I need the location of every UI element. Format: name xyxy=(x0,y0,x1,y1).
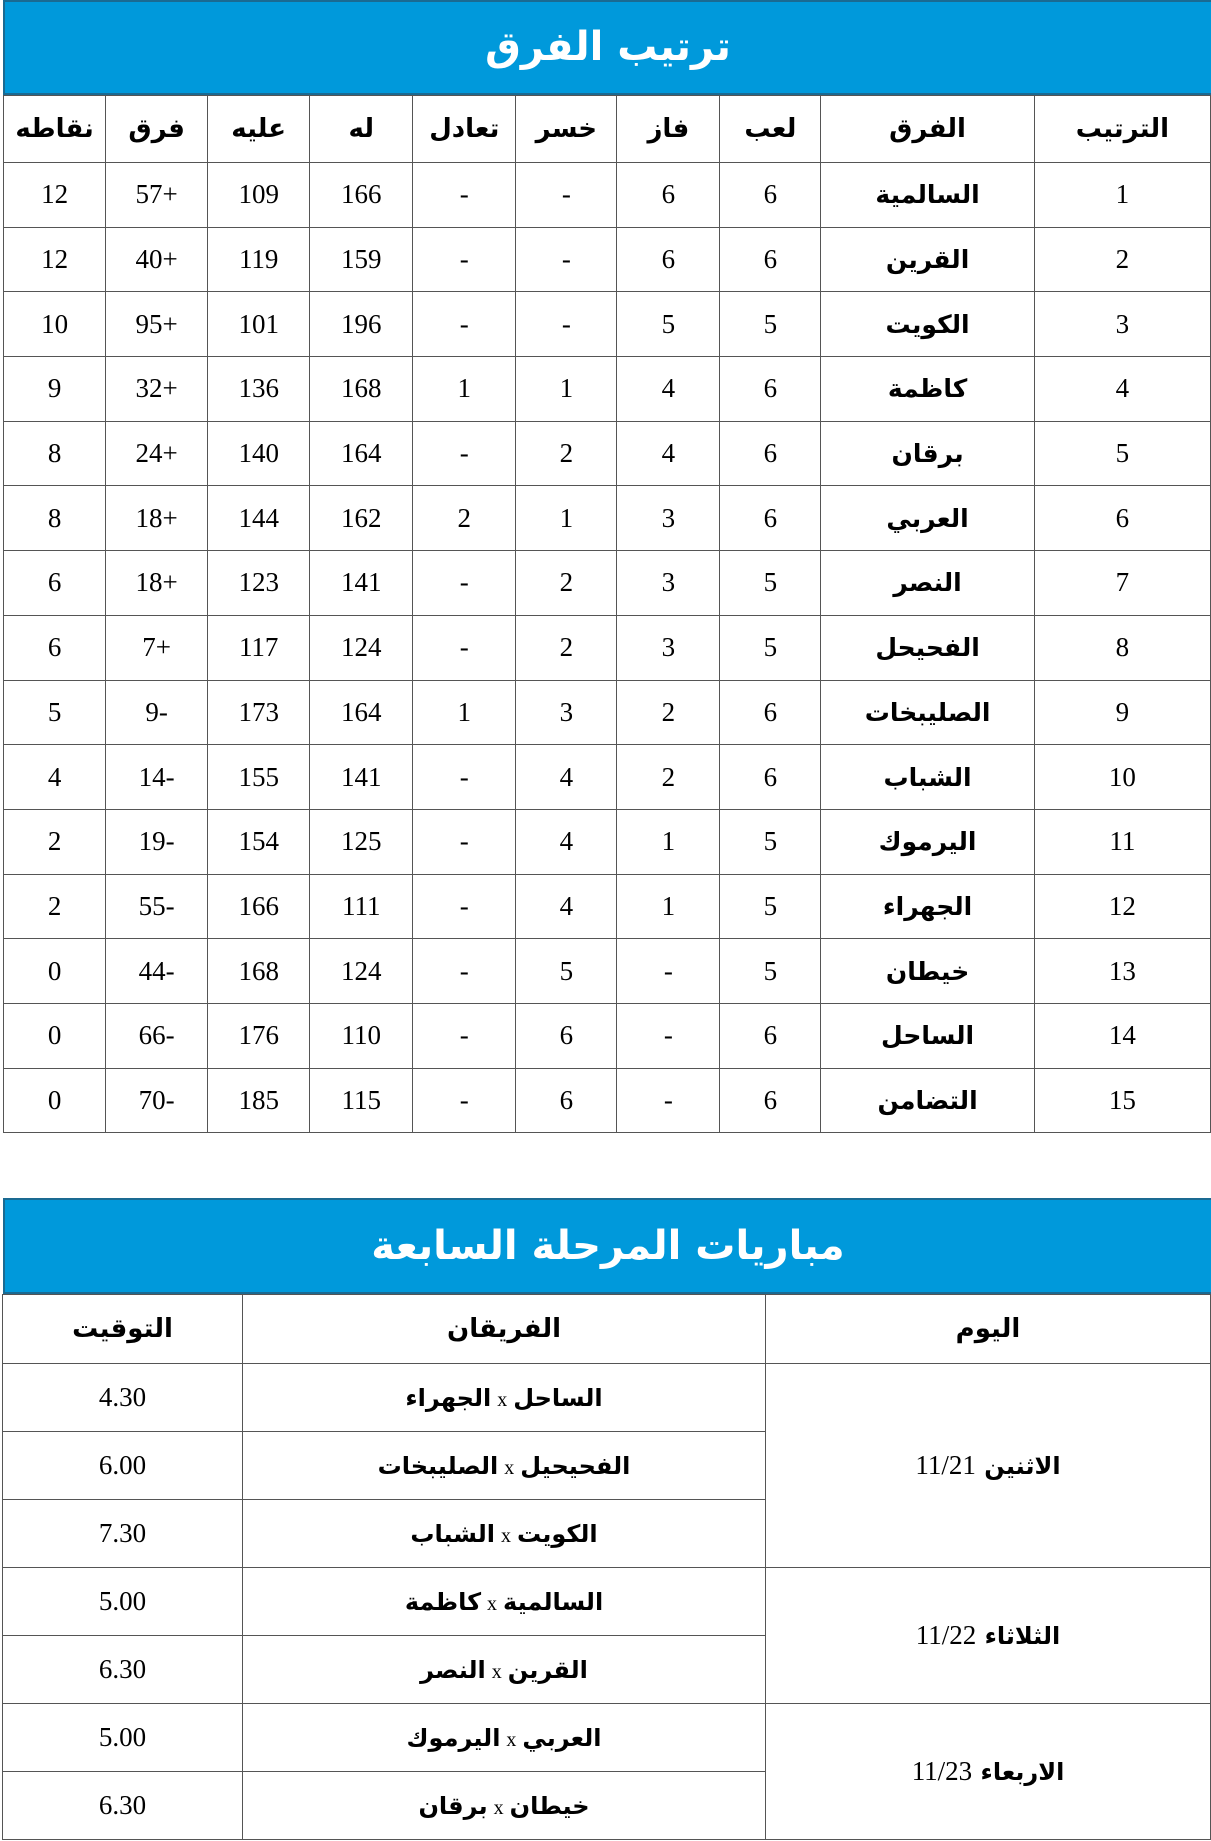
cell-team: اليرموك xyxy=(821,809,1034,874)
cell-against: 117 xyxy=(208,615,310,680)
cell-rank: 2 xyxy=(1034,227,1210,292)
cell-played: 6 xyxy=(720,1003,821,1068)
cell-points: 2 xyxy=(4,809,106,874)
cell-diff: +95 xyxy=(106,292,208,357)
fixtures-table xyxy=(2,1294,1211,1840)
cell-rank: 4 xyxy=(1034,357,1210,422)
fixtures-body xyxy=(3,1364,1211,1840)
cell-team: برقان xyxy=(821,421,1034,486)
header-drawn: تعادل xyxy=(413,96,516,163)
fixture-row xyxy=(3,1568,1211,1636)
home-team: السالمية xyxy=(503,1587,604,1616)
cell-against: 166 xyxy=(208,874,310,939)
cell-for: 115 xyxy=(310,1068,413,1133)
standings-table xyxy=(3,95,1211,1133)
cell-drawn: - xyxy=(413,874,516,939)
table-row xyxy=(4,227,1211,292)
cell-against: 136 xyxy=(208,357,310,422)
cell-lost: 5 xyxy=(516,939,617,1004)
cell-drawn: - xyxy=(413,421,516,486)
cell-lost: - xyxy=(516,227,617,292)
day-name: الاثنين xyxy=(984,1452,1061,1480)
cell-lost: 2 xyxy=(516,421,617,486)
header-points: نقاطه xyxy=(4,96,106,163)
cell-teams xyxy=(243,1432,766,1500)
standings-section xyxy=(3,0,1211,1133)
cell-team: العربي xyxy=(821,486,1034,551)
table-row xyxy=(4,1003,1211,1068)
cell-won: 1 xyxy=(617,809,720,874)
cell-diff: -19 xyxy=(106,809,208,874)
cell-team: الساحل xyxy=(821,1003,1034,1068)
cell-time: 5.00 xyxy=(3,1568,243,1636)
cell-day xyxy=(766,1364,1211,1568)
cell-points: 6 xyxy=(4,551,106,616)
table-row xyxy=(4,163,1211,228)
cell-team: خيطان xyxy=(821,939,1034,1004)
cell-diff: +18 xyxy=(106,551,208,616)
cell-teams xyxy=(243,1364,766,1432)
day-date: 11/21 xyxy=(915,1450,976,1480)
cell-rank: 13 xyxy=(1034,939,1210,1004)
versus-separator: x xyxy=(491,1660,502,1683)
table-row xyxy=(4,551,1211,616)
versus-separator: x xyxy=(487,1592,498,1615)
cell-won: 6 xyxy=(617,227,720,292)
cell-against: 101 xyxy=(208,292,310,357)
cell-team: القرين xyxy=(821,227,1034,292)
cell-diff: -70 xyxy=(106,1068,208,1133)
cell-points: 12 xyxy=(4,163,106,228)
cell-teams xyxy=(243,1636,766,1704)
cell-team: كاظمة xyxy=(821,357,1034,422)
cell-team: الجهراء xyxy=(821,874,1034,939)
table-row xyxy=(4,874,1211,939)
home-team: القرين xyxy=(507,1655,588,1684)
cell-for: 124 xyxy=(310,939,413,1004)
table-row xyxy=(4,486,1211,551)
away-team: النصر xyxy=(420,1655,486,1684)
cell-team: التضامن xyxy=(821,1068,1034,1133)
header-against: عليه xyxy=(208,96,310,163)
cell-played: 6 xyxy=(720,163,821,228)
cell-lost: 1 xyxy=(516,486,617,551)
cell-teams xyxy=(243,1772,766,1840)
cell-played: 5 xyxy=(720,615,821,680)
versus-separator: x xyxy=(497,1388,508,1411)
cell-against: 168 xyxy=(208,939,310,1004)
cell-won: - xyxy=(617,939,720,1004)
versus-separator: x xyxy=(506,1728,517,1751)
cell-points: 12 xyxy=(4,227,106,292)
cell-against: 123 xyxy=(208,551,310,616)
cell-lost: 6 xyxy=(516,1068,617,1133)
cell-lost: 2 xyxy=(516,551,617,616)
table-row xyxy=(4,745,1211,810)
table-row xyxy=(4,615,1211,680)
cell-points: 0 xyxy=(4,1068,106,1133)
table-row xyxy=(4,809,1211,874)
cell-day xyxy=(766,1704,1211,1840)
table-row xyxy=(4,421,1211,486)
cell-won: 5 xyxy=(617,292,720,357)
cell-teams xyxy=(243,1500,766,1568)
cell-team: الشباب xyxy=(821,745,1034,810)
cell-played: 5 xyxy=(720,939,821,1004)
cell-time: 5.00 xyxy=(3,1704,243,1772)
cell-for: 168 xyxy=(310,357,413,422)
away-team: اليرموك xyxy=(406,1723,501,1752)
cell-played: 6 xyxy=(720,486,821,551)
cell-lost: 2 xyxy=(516,615,617,680)
cell-points: 8 xyxy=(4,486,106,551)
cell-drawn: - xyxy=(413,939,516,1004)
cell-for: 111 xyxy=(310,874,413,939)
cell-points: 8 xyxy=(4,421,106,486)
cell-points: 0 xyxy=(4,939,106,1004)
cell-time: 6.30 xyxy=(3,1636,243,1704)
cell-against: 173 xyxy=(208,680,310,745)
cell-time: 6.00 xyxy=(3,1432,243,1500)
cell-diff: -66 xyxy=(106,1003,208,1068)
home-team: الكويت xyxy=(516,1519,598,1548)
cell-lost: - xyxy=(516,163,617,228)
cell-diff: +57 xyxy=(106,163,208,228)
cell-diff: +40 xyxy=(106,227,208,292)
cell-drawn: - xyxy=(413,809,516,874)
cell-played: 5 xyxy=(720,809,821,874)
cell-against: 154 xyxy=(208,809,310,874)
day-name: الاربعاء xyxy=(980,1758,1065,1786)
cell-lost: 6 xyxy=(516,1003,617,1068)
away-team: برقان xyxy=(418,1791,488,1820)
header-team: الفرق xyxy=(821,96,1034,163)
cell-diff: +24 xyxy=(106,421,208,486)
table-row xyxy=(4,292,1211,357)
cell-rank: 14 xyxy=(1034,1003,1210,1068)
header-day: اليوم xyxy=(766,1295,1211,1364)
cell-won: 4 xyxy=(617,357,720,422)
cell-rank: 6 xyxy=(1034,486,1210,551)
header-for: له xyxy=(310,96,413,163)
fixtures-title: مباريات المرحلة السابعة xyxy=(3,1198,1211,1294)
cell-played: 6 xyxy=(720,745,821,810)
cell-won: 6 xyxy=(617,163,720,228)
table-row xyxy=(4,357,1211,422)
cell-lost: - xyxy=(516,292,617,357)
cell-for: 124 xyxy=(310,615,413,680)
cell-won: 1 xyxy=(617,874,720,939)
cell-rank: 15 xyxy=(1034,1068,1210,1133)
away-team: الصليبخات xyxy=(377,1451,499,1480)
home-team: العربي xyxy=(522,1723,602,1752)
cell-won: 2 xyxy=(617,680,720,745)
cell-time: 4.30 xyxy=(3,1364,243,1432)
table-row xyxy=(4,939,1211,1004)
cell-rank: 1 xyxy=(1034,163,1210,228)
cell-drawn: - xyxy=(413,745,516,810)
cell-drawn: - xyxy=(413,227,516,292)
cell-against: 119 xyxy=(208,227,310,292)
cell-for: 162 xyxy=(310,486,413,551)
cell-against: 155 xyxy=(208,745,310,810)
cell-points: 5 xyxy=(4,680,106,745)
cell-day xyxy=(766,1568,1211,1704)
versus-separator: x xyxy=(500,1524,511,1547)
cell-diff: -44 xyxy=(106,939,208,1004)
cell-team: الصليبخات xyxy=(821,680,1034,745)
standings-header-row xyxy=(4,96,1211,163)
header-lost: خسر xyxy=(516,96,617,163)
cell-won: - xyxy=(617,1068,720,1133)
cell-diff: -9 xyxy=(106,680,208,745)
cell-drawn: - xyxy=(413,1068,516,1133)
cell-played: 6 xyxy=(720,1068,821,1133)
away-team: الشباب xyxy=(410,1519,495,1548)
cell-lost: 3 xyxy=(516,680,617,745)
cell-rank: 10 xyxy=(1034,745,1210,810)
cell-lost: 4 xyxy=(516,874,617,939)
cell-for: 159 xyxy=(310,227,413,292)
cell-drawn: 2 xyxy=(413,486,516,551)
cell-against: 144 xyxy=(208,486,310,551)
cell-against: 185 xyxy=(208,1068,310,1133)
cell-points: 6 xyxy=(4,615,106,680)
day-date: 11/23 xyxy=(911,1756,973,1786)
header-teams: الفريقان xyxy=(243,1295,766,1364)
fixture-row xyxy=(3,1364,1211,1432)
standings-title: ترتيب الفرق xyxy=(3,0,1211,95)
fixtures-section xyxy=(3,1198,1211,1840)
cell-won: 3 xyxy=(617,615,720,680)
cell-for: 166 xyxy=(310,163,413,228)
header-diff: فرق xyxy=(106,96,208,163)
cell-drawn: 1 xyxy=(413,357,516,422)
cell-lost: 4 xyxy=(516,745,617,810)
cell-won: - xyxy=(617,1003,720,1068)
fixtures-header-row xyxy=(3,1295,1211,1364)
cell-played: 6 xyxy=(720,227,821,292)
cell-played: 5 xyxy=(720,292,821,357)
cell-diff: -55 xyxy=(106,874,208,939)
cell-against: 109 xyxy=(208,163,310,228)
cell-played: 5 xyxy=(720,874,821,939)
cell-points: 0 xyxy=(4,1003,106,1068)
cell-rank: 7 xyxy=(1034,551,1210,616)
versus-separator: x xyxy=(504,1456,515,1479)
cell-diff: +18 xyxy=(106,486,208,551)
away-team: كاظمة xyxy=(404,1587,482,1616)
cell-rank: 12 xyxy=(1034,874,1210,939)
cell-drawn: - xyxy=(413,551,516,616)
home-team: الساحل xyxy=(513,1383,603,1412)
standings-body xyxy=(4,163,1211,1133)
cell-rank: 5 xyxy=(1034,421,1210,486)
cell-drawn: - xyxy=(413,163,516,228)
cell-won: 3 xyxy=(617,486,720,551)
cell-for: 141 xyxy=(310,745,413,810)
cell-drawn: - xyxy=(413,1003,516,1068)
cell-time: 7.30 xyxy=(3,1500,243,1568)
cell-played: 5 xyxy=(720,551,821,616)
versus-separator: x xyxy=(493,1796,504,1819)
table-row xyxy=(4,680,1211,745)
cell-rank: 3 xyxy=(1034,292,1210,357)
cell-played: 6 xyxy=(720,421,821,486)
cell-for: 125 xyxy=(310,809,413,874)
cell-for: 141 xyxy=(310,551,413,616)
cell-for: 196 xyxy=(310,292,413,357)
cell-points: 9 xyxy=(4,357,106,422)
cell-lost: 1 xyxy=(516,357,617,422)
cell-lost: 4 xyxy=(516,809,617,874)
day-date: 11/22 xyxy=(915,1620,977,1650)
cell-diff: +32 xyxy=(106,357,208,422)
cell-drawn: - xyxy=(413,292,516,357)
fixture-row xyxy=(3,1704,1211,1772)
cell-for: 164 xyxy=(310,421,413,486)
header-time: التوقيت xyxy=(3,1295,243,1364)
home-team: الفحيحيل xyxy=(520,1451,631,1480)
cell-for: 110 xyxy=(310,1003,413,1068)
cell-team: السالمية xyxy=(821,163,1034,228)
cell-diff: -14 xyxy=(106,745,208,810)
header-played: لعب xyxy=(720,96,821,163)
cell-rank: 9 xyxy=(1034,680,1210,745)
cell-rank: 8 xyxy=(1034,615,1210,680)
cell-team: الكويت xyxy=(821,292,1034,357)
cell-teams xyxy=(243,1568,766,1636)
header-won: فاز xyxy=(617,96,720,163)
cell-won: 3 xyxy=(617,551,720,616)
cell-drawn: 1 xyxy=(413,680,516,745)
cell-played: 6 xyxy=(720,680,821,745)
cell-team: الفحيحل xyxy=(821,615,1034,680)
cell-teams xyxy=(243,1704,766,1772)
header-rank: الترتيب xyxy=(1034,96,1210,163)
cell-drawn: - xyxy=(413,615,516,680)
cell-won: 2 xyxy=(617,745,720,810)
cell-points: 10 xyxy=(4,292,106,357)
table-row xyxy=(4,1068,1211,1133)
cell-time: 6.30 xyxy=(3,1772,243,1840)
cell-points: 4 xyxy=(4,745,106,810)
day-name: الثلاثاء xyxy=(984,1622,1061,1650)
cell-against: 140 xyxy=(208,421,310,486)
cell-won: 4 xyxy=(617,421,720,486)
cell-rank: 11 xyxy=(1034,809,1210,874)
cell-played: 6 xyxy=(720,357,821,422)
cell-points: 2 xyxy=(4,874,106,939)
cell-for: 164 xyxy=(310,680,413,745)
away-team: الجهراء xyxy=(405,1383,492,1412)
cell-team: النصر xyxy=(821,551,1034,616)
home-team: خيطان xyxy=(509,1791,590,1820)
cell-against: 176 xyxy=(208,1003,310,1068)
cell-diff: +7 xyxy=(106,615,208,680)
